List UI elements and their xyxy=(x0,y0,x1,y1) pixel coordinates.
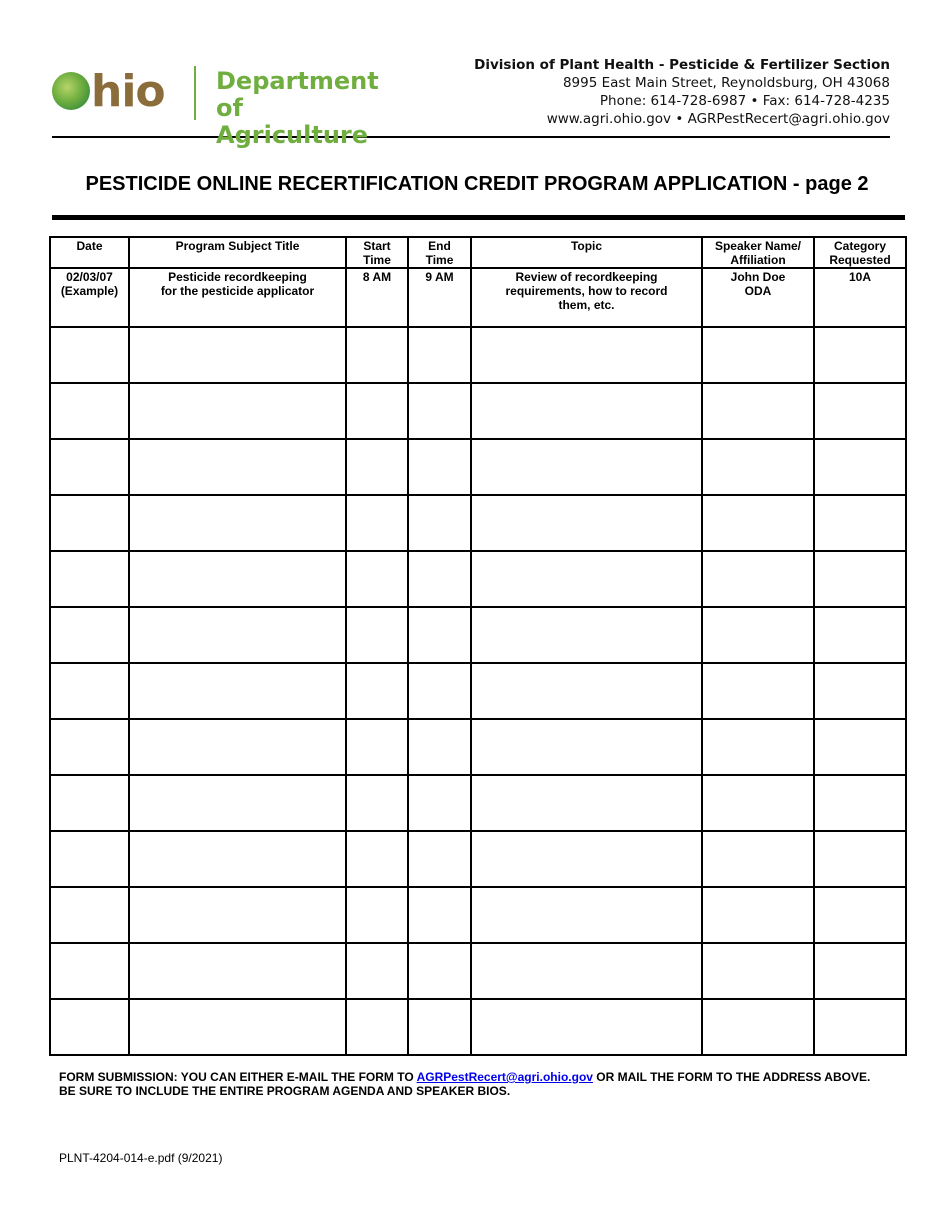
entry-cell-start-time[interactable] xyxy=(346,439,408,495)
entry-cell-speaker[interactable] xyxy=(702,775,814,831)
entry-cell-date[interactable] xyxy=(50,327,129,383)
table-row xyxy=(50,999,906,1055)
entry-cell-date[interactable] xyxy=(50,775,129,831)
entry-cell-speaker[interactable] xyxy=(702,663,814,719)
example-row xyxy=(50,268,906,327)
entry-cell-date[interactable] xyxy=(50,887,129,943)
table-row xyxy=(50,887,906,943)
entry-cell-topic[interactable] xyxy=(471,719,702,775)
logo-department: Department of Agriculture xyxy=(216,67,379,149)
entry-cell-speaker[interactable] xyxy=(702,551,814,607)
web-email: www.agri.ohio.gov • AGRPestRecert@agri.ohio.gov xyxy=(546,111,890,127)
division-name: Division of Plant Health - Pesticide & Fertilizer Section xyxy=(474,57,890,73)
entry-cell-date[interactable] xyxy=(50,663,129,719)
entry-cell-category[interactable] xyxy=(814,551,906,607)
table-row xyxy=(50,663,906,719)
entry-cell-topic[interactable] xyxy=(471,943,702,999)
table-row xyxy=(50,383,906,439)
entry-cell-end-time[interactable] xyxy=(408,663,471,719)
entry-cell-date[interactable] xyxy=(50,439,129,495)
title-divider xyxy=(52,215,905,220)
entry-cell-speaker[interactable] xyxy=(702,831,814,887)
entry-cell-category[interactable] xyxy=(814,495,906,551)
table-row xyxy=(50,831,906,887)
example-end-time: 9 AM xyxy=(408,268,471,327)
page-header xyxy=(52,56,890,149)
entry-cell-date[interactable] xyxy=(50,551,129,607)
example-topic: Review of recordkeeping requirements, how to record them, etc. xyxy=(471,268,702,327)
entry-cell-start-time[interactable] xyxy=(346,943,408,999)
entry-cell-program-subject-title[interactable] xyxy=(129,719,346,775)
form-submission-note: FORM SUBMISSION: YOU CAN EITHER E-MAIL THE FORM TO AGRPestRecert@agri.ohio.gov OR MAIL THE FORM TO THE ADDRESS ABOVE. BE SURE TO INCLUDE THE ENTIRE PROGRAM AGENDA AND SPEAKER BIOS. xyxy=(59,1070,871,1098)
entry-cell-end-time[interactable] xyxy=(408,999,471,1055)
entry-cell-category[interactable] xyxy=(814,831,906,887)
entry-cell-topic[interactable] xyxy=(471,495,702,551)
program-application-table xyxy=(49,236,907,1056)
entry-cell-date[interactable] xyxy=(50,383,129,439)
entry-cell-category[interactable] xyxy=(814,439,906,495)
entry-cell-end-time[interactable] xyxy=(408,607,471,663)
table-row xyxy=(50,607,906,663)
entry-cell-program-subject-title[interactable] xyxy=(129,495,346,551)
table-header-row xyxy=(50,237,906,268)
example-date: 02/03/07 (Example) xyxy=(50,268,129,327)
header-start-time: Start Time xyxy=(346,237,408,268)
entry-cell-end-time[interactable] xyxy=(408,943,471,999)
entry-cell-program-subject-title[interactable] xyxy=(129,887,346,943)
phone-fax: Phone: 614-728-6987 • Fax: 614-728-4235 xyxy=(599,93,890,109)
entry-cell-start-time[interactable] xyxy=(346,327,408,383)
entry-cell-date[interactable] xyxy=(50,999,129,1055)
entry-cell-start-time[interactable] xyxy=(346,383,408,439)
table-row xyxy=(50,551,906,607)
entry-cell-topic[interactable] xyxy=(471,831,702,887)
entry-cell-start-time[interactable] xyxy=(346,775,408,831)
entry-cell-topic[interactable] xyxy=(471,607,702,663)
entry-cell-topic[interactable] xyxy=(471,383,702,439)
entry-cell-speaker[interactable] xyxy=(702,887,814,943)
header-category: Category Requested xyxy=(814,237,906,268)
entry-cell-category[interactable] xyxy=(814,999,906,1055)
entry-cell-category[interactable] xyxy=(814,775,906,831)
entry-cell-program-subject-title[interactable] xyxy=(129,607,346,663)
entry-cell-speaker[interactable] xyxy=(702,383,814,439)
entry-cell-end-time[interactable] xyxy=(408,327,471,383)
entry-cell-start-time[interactable] xyxy=(346,999,408,1055)
ohio-agriculture-logo xyxy=(52,60,412,149)
entry-cell-end-time[interactable] xyxy=(408,383,471,439)
entry-cell-program-subject-title[interactable] xyxy=(129,943,346,999)
entry-cell-start-time[interactable] xyxy=(346,831,408,887)
entry-cell-category[interactable] xyxy=(814,607,906,663)
header-date: Date xyxy=(50,237,129,268)
entry-cell-end-time[interactable] xyxy=(408,439,471,495)
table-row xyxy=(50,719,906,775)
header-topic: Topic xyxy=(471,237,702,268)
entry-cell-topic[interactable] xyxy=(471,551,702,607)
entry-cell-program-subject-title[interactable] xyxy=(129,439,346,495)
entry-cell-topic[interactable] xyxy=(471,663,702,719)
table-row xyxy=(50,439,906,495)
contact-block xyxy=(474,56,890,128)
entry-cell-category[interactable] xyxy=(814,943,906,999)
ohio-o-icon xyxy=(52,72,90,110)
entry-cell-start-time[interactable] xyxy=(346,663,408,719)
entry-cell-topic[interactable] xyxy=(471,999,702,1055)
entry-cell-start-time[interactable] xyxy=(346,719,408,775)
entry-cell-speaker[interactable] xyxy=(702,439,814,495)
entry-cell-topic[interactable] xyxy=(471,887,702,943)
entry-cell-start-time[interactable] xyxy=(346,607,408,663)
entry-cell-end-time[interactable] xyxy=(408,775,471,831)
entry-cell-start-time[interactable] xyxy=(346,551,408,607)
form-number: PLNT-4204-014-e.pdf (9/2021) xyxy=(59,1151,223,1165)
entry-cell-start-time[interactable] xyxy=(346,887,408,943)
street-address: 8995 East Main Street, Reynoldsburg, OH 43068 xyxy=(562,75,890,91)
example-start-time: 8 AM xyxy=(346,268,408,327)
email-link[interactable]: AGRPestRecert@agri.ohio.gov xyxy=(416,1070,593,1084)
table-row xyxy=(50,327,906,383)
entry-cell-program-subject-title[interactable] xyxy=(129,775,346,831)
example-speaker: John Doe ODA xyxy=(702,268,814,327)
entry-cell-program-subject-title[interactable] xyxy=(129,383,346,439)
table-row xyxy=(50,775,906,831)
entry-cell-program-subject-title[interactable] xyxy=(129,999,346,1055)
entry-cell-speaker[interactable] xyxy=(702,327,814,383)
entry-cell-date[interactable] xyxy=(50,719,129,775)
entry-cell-speaker[interactable] xyxy=(702,495,814,551)
entry-cell-date[interactable] xyxy=(50,495,129,551)
entry-cell-end-time[interactable] xyxy=(408,831,471,887)
entry-cell-speaker[interactable] xyxy=(702,607,814,663)
logo-ohio-wordmark: hio xyxy=(52,66,165,117)
page-title: PESTICIDE ONLINE RECERTIFICATION CREDIT PROGRAM APPLICATION - page 2 xyxy=(85,173,869,195)
entry-cell-category[interactable] xyxy=(814,719,906,775)
entry-cell-speaker[interactable] xyxy=(702,719,814,775)
entry-cell-category[interactable] xyxy=(814,383,906,439)
table-body xyxy=(50,268,906,1055)
logo-divider xyxy=(194,66,196,120)
entry-cell-program-subject-title[interactable] xyxy=(129,663,346,719)
example-category: 10A xyxy=(814,268,906,327)
header-end-time: End Time xyxy=(408,237,471,268)
entry-cell-topic[interactable] xyxy=(471,439,702,495)
entry-cell-date[interactable] xyxy=(50,607,129,663)
entry-cell-date[interactable] xyxy=(50,943,129,999)
entry-cell-speaker[interactable] xyxy=(702,999,814,1055)
entry-cell-end-time[interactable] xyxy=(408,719,471,775)
entry-cell-date[interactable] xyxy=(50,831,129,887)
entry-cell-end-time[interactable] xyxy=(408,551,471,607)
entry-cell-category[interactable] xyxy=(814,887,906,943)
entry-cell-topic[interactable] xyxy=(471,327,702,383)
entry-cell-program-subject-title[interactable] xyxy=(129,551,346,607)
entry-cell-speaker[interactable] xyxy=(702,943,814,999)
entry-cell-topic[interactable] xyxy=(471,775,702,831)
entry-cell-end-time[interactable] xyxy=(408,495,471,551)
example-program-subject-title: Pesticide recordkeeping for the pesticide applicator xyxy=(129,268,346,327)
entry-cell-start-time[interactable] xyxy=(346,495,408,551)
entry-cell-end-time[interactable] xyxy=(408,887,471,943)
entry-cell-program-subject-title[interactable] xyxy=(129,831,346,887)
table-row xyxy=(50,495,906,551)
header-program-subject-title: Program Subject Title xyxy=(129,237,346,268)
entry-cell-program-subject-title[interactable] xyxy=(129,327,346,383)
entry-cell-category[interactable] xyxy=(814,663,906,719)
table-row xyxy=(50,943,906,999)
entry-cell-category[interactable] xyxy=(814,327,906,383)
header-speaker: Speaker Name/ Affiliation xyxy=(702,237,814,268)
